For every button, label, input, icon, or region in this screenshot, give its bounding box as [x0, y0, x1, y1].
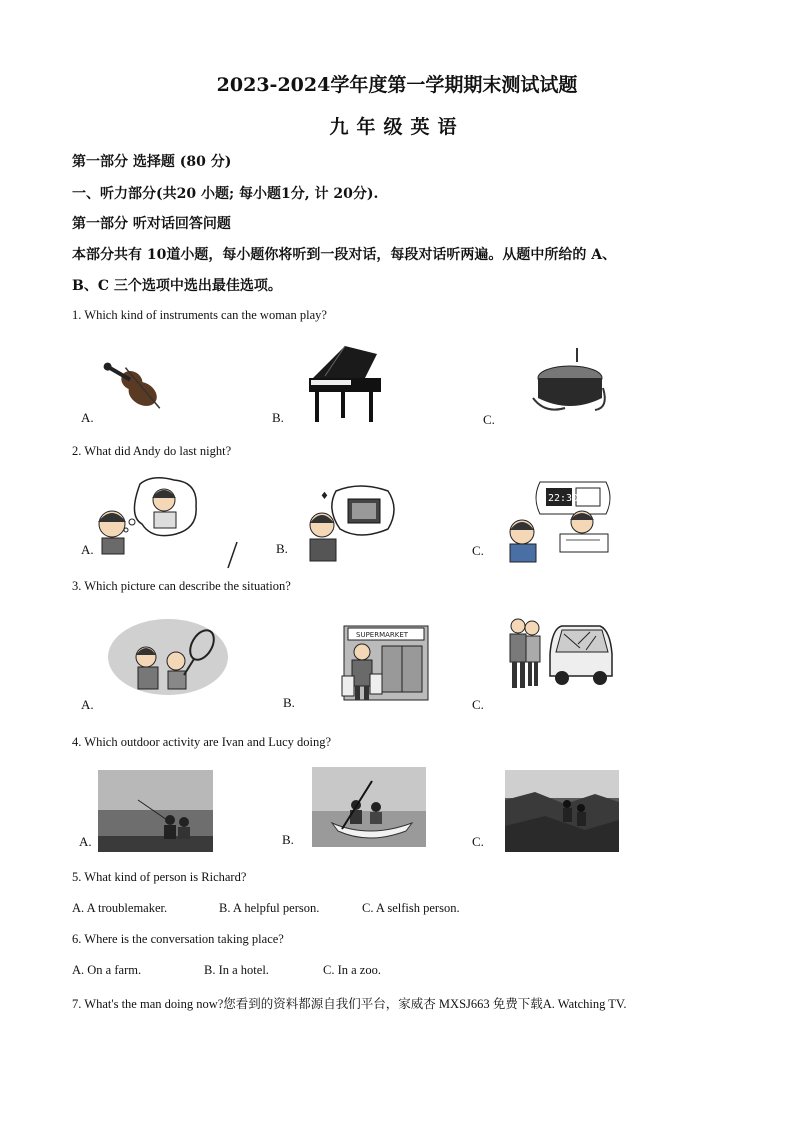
question-2: 2. What did Andy do last night? [72, 444, 232, 458]
svg-text:22:30: 22:30 [548, 493, 579, 504]
q1-option-b-label: B. [272, 410, 284, 425]
phone-call-picture [92, 476, 202, 556]
car-picture [500, 614, 615, 696]
canoeing-photo [312, 767, 426, 847]
homework-picture [500, 478, 615, 563]
q2-option-c-label: C. [472, 543, 484, 558]
svg-text:SUPERMARKET: SUPERMARKET [356, 631, 409, 639]
instructions-line-2: B、C 三个选项中选出最佳选项。 [72, 278, 282, 294]
question-6: 6. Where is the conversation taking place? [72, 932, 284, 946]
drum-picture [525, 348, 610, 418]
question-3: 3. Which picture can describe the situation? [72, 579, 291, 593]
fishing-photo [98, 770, 213, 852]
q6-option-a: A. On a farm. [72, 963, 142, 977]
q6-option-b: B. In a hotel. [204, 963, 269, 977]
watching-tv-picture [300, 485, 400, 563]
q4-option-a-label: A. [79, 834, 92, 849]
q2-option-a-label: A. [81, 542, 94, 557]
part-one-heading: 第一部分 选择题 (80 分) [72, 154, 232, 170]
slash-mark [225, 540, 239, 570]
question-5: 5. What kind of person is Richard? [72, 870, 247, 884]
q5-option-a: A. A troublemaker. [72, 901, 168, 915]
question-1: 1. Which kind of instruments can the woman play? [72, 308, 327, 322]
sub-part-heading: 第一部分 听对话回答问题 [72, 216, 231, 232]
hiking-photo [505, 770, 619, 852]
question-7: 7. What's the man doing now?您看到的资料都源自我们平台，家威杏 MXSJ663 免费下载A. Watching TV. [72, 997, 627, 1011]
tennis-picture [106, 615, 231, 700]
piano-picture [305, 340, 385, 425]
violin-picture [100, 348, 185, 418]
q5-option-b: B. A helpful person. [219, 901, 320, 915]
q4-option-c-label: C. [472, 834, 484, 849]
instructions-line-1: 本部分共有 10道小题，每小题你将听到一段对话，每段对话听两遍。从题中所给的 A、 [72, 247, 617, 263]
q3-option-c-label: C. [472, 697, 484, 712]
svg-text:♦: ♦ [320, 491, 329, 502]
q1-option-c-label: C. [483, 412, 495, 427]
q1-option-a-label: A. [81, 410, 94, 425]
question-4: 4. Which outdoor activity are Ivan and Lucy doing? [72, 735, 332, 749]
q3-option-a-label: A. [81, 697, 94, 712]
q6-option-c: C. In a zoo. [323, 963, 381, 977]
q2-option-b-label: B. [276, 541, 288, 556]
shopping-picture [322, 622, 432, 704]
listening-heading: 一、听力部分(共20 小题; 每小题1分, 计 20分). [72, 186, 379, 202]
q4-option-b-label: B. [282, 832, 294, 847]
exam-title: 2023-2024学年度第一学期期末测试试题 [216, 74, 578, 96]
exam-subtitle: 九年级英语 [329, 116, 465, 138]
q5-option-c: C. A selfish person. [362, 901, 460, 915]
q3-option-b-label: B. [283, 695, 295, 710]
